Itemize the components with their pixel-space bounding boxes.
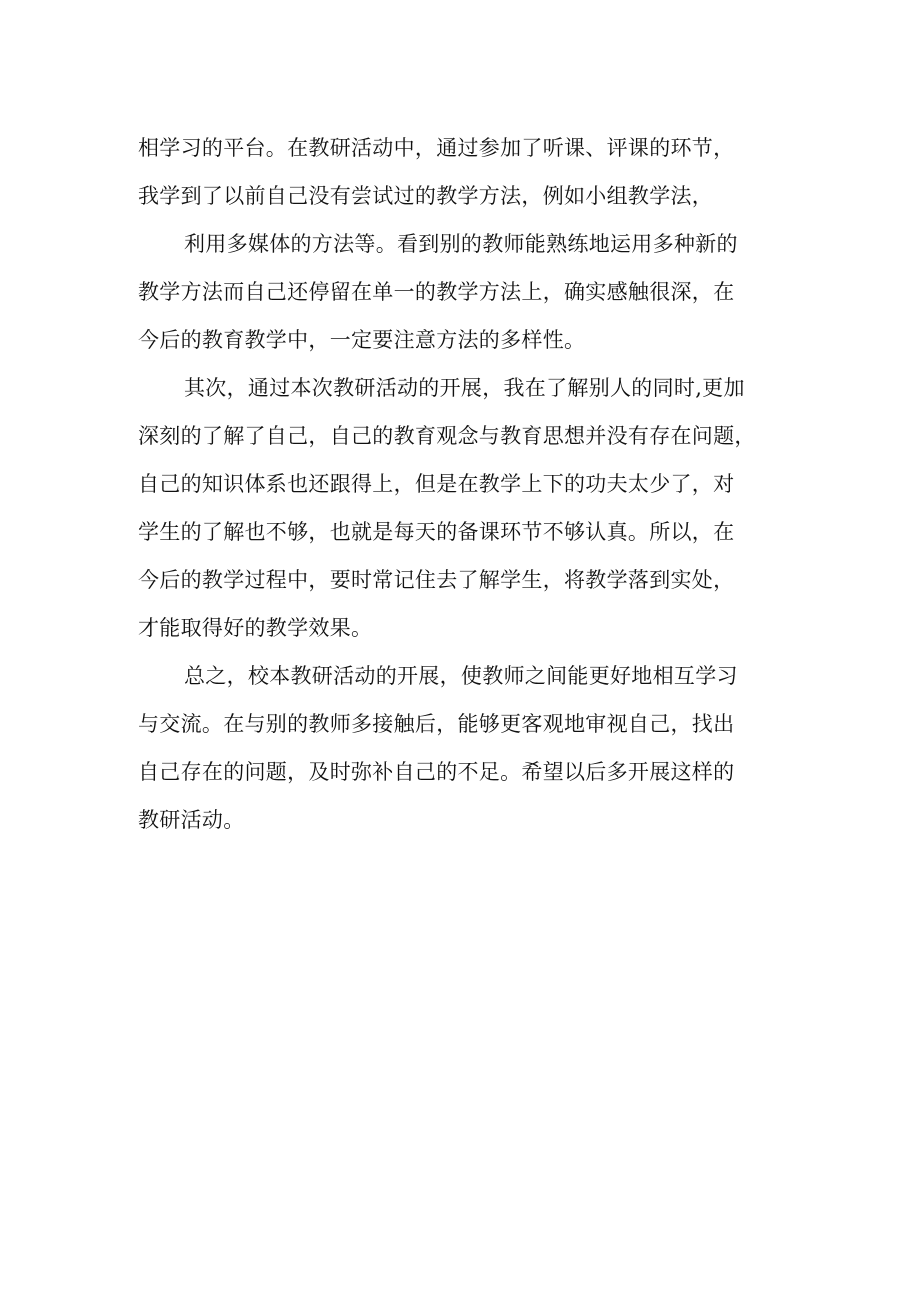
text-line: 相学习的平台。在教研活动中，通过参加了听课、评课的环节， bbox=[138, 136, 735, 160]
text-line: 我学到了以前自己没有尝试过的教学方法，例如小组教学法， bbox=[138, 184, 714, 208]
text-line: 教学方法而自己还停留在单一的教学方法上，确实感触很深，在 bbox=[138, 280, 735, 304]
text-line: 才能取得好的教学效果。 bbox=[138, 616, 373, 640]
text-line: 今后的教育教学中，一定要注意方法的多样性。 bbox=[138, 328, 586, 352]
text-line: 总之，校本教研活动的开展，使教师之间能更好地相互学习 bbox=[184, 664, 738, 688]
text-line: 其次，通过本次教研活动的开展，我在了解别人的同时,更加 bbox=[184, 376, 745, 400]
text-line: 今后的教学过程中，要时常记住去了解学生，将教学落到实处， bbox=[138, 568, 735, 592]
text-line: 教研活动。 bbox=[138, 808, 245, 832]
text-line: 学生的了解也不够，也就是每天的备课环节不够认真。所以，在 bbox=[138, 520, 735, 544]
text-line: 自己的知识体系也还跟得上，但是在教学上下的功夫太少了，对 bbox=[138, 472, 735, 496]
text-line: 自己存在的问题，及时弥补自己的不足。希望以后多开展这样的 bbox=[138, 760, 735, 784]
text-line: 利用多媒体的方法等。看到别的教师能熟练地运用多种新的 bbox=[184, 232, 738, 256]
document-body bbox=[138, 124, 798, 844]
text-line: 与交流。在与别的教师多接触后，能够更客观地审视自己，找出 bbox=[138, 712, 735, 736]
text-line: 深刻的了解了自己，自己的教育观念与教育思想并没有存在问题， bbox=[138, 424, 756, 448]
